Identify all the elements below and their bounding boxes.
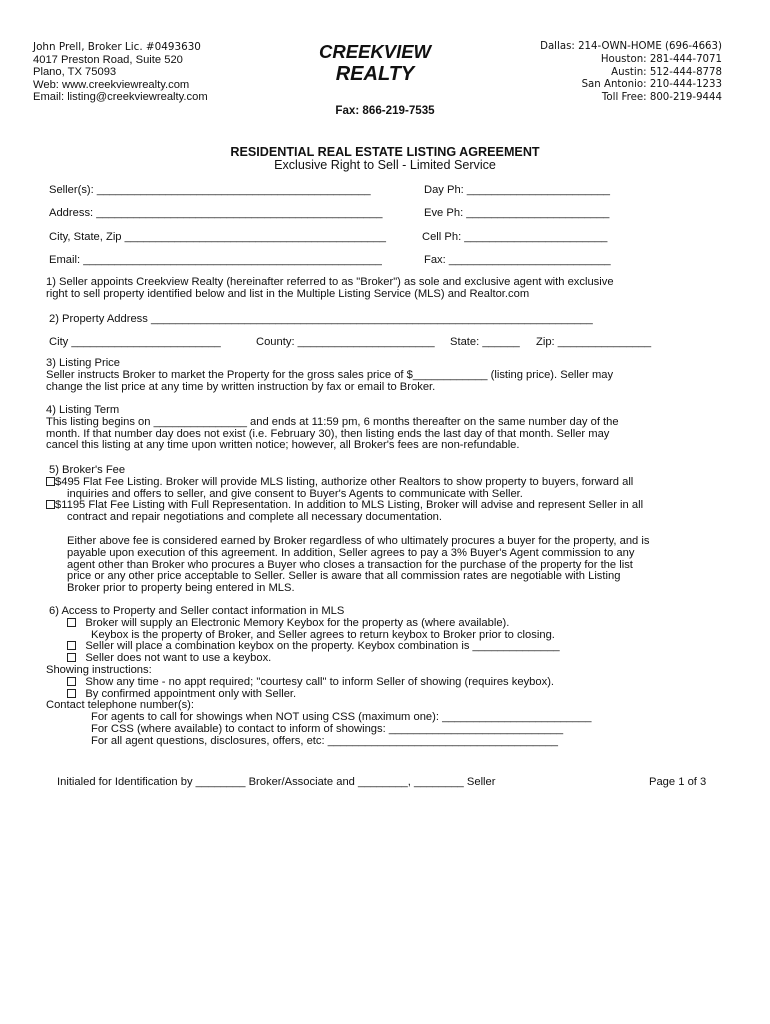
phone-houston: Houston: 281-444-7071 xyxy=(600,53,722,65)
section-4-line: This listing begins on _______________ and ends at 11:59 pm, 6 months thereafter on the same number day of the xyxy=(46,415,619,428)
section-5-para-line: agent other than Broker who procures a Buyer who closes a transaction for the purchase of the property for the list xyxy=(67,558,633,571)
document-title: RESIDENTIAL REAL ESTATE LISTING AGREEMENT xyxy=(230,145,540,159)
broker-name: John Prell, Broker Lic. #0493630 xyxy=(33,41,201,53)
section-4-line: month. If that number day does not exist (i.e. February 30), then listing ends the last day of that month. Seller may xyxy=(46,427,610,440)
fax-number: Fax: 866-219-7535 xyxy=(335,104,435,117)
keybox-electronic-label: Broker will supply an Electronic Memory Keybox for the property as (where available). xyxy=(85,616,510,629)
contact-questions-field[interactable]: For all agent questions, disclosures, offers, etc: _____________________________________ xyxy=(91,734,558,747)
section-3-heading: 3) Listing Price xyxy=(46,357,120,369)
section-5-paragraph xyxy=(67,536,747,595)
section-1-line: 1) Seller appoints Creekview Realty (hereinafter referred to as "Broker") as sole and exclusive agent with exclusive xyxy=(46,276,614,288)
sellers-field[interactable]: Seller(s): ____________________________________________ xyxy=(49,184,371,196)
fee-495-label: $495 Flat Fee Listing. Broker will provide MLS listing, authorize other Realtors to show property to buyers, forward all xyxy=(55,475,634,488)
phone-toll-free: Toll Free: 800-219-9444 xyxy=(601,92,722,104)
fee-495-checkbox[interactable] xyxy=(46,477,55,486)
section-3-line: change the list price at any time by written instruction by fax or email to Broker. xyxy=(46,380,436,393)
address-field[interactable]: Address: ______________________________________________ xyxy=(49,207,383,219)
contact-css-field[interactable]: For CSS (where available) to contact to inform of showings: ____________________________ xyxy=(91,722,564,735)
showing-instructions-heading: Showing instructions: xyxy=(46,663,152,676)
section-6-access xyxy=(46,606,726,748)
section-5-para-line: payable upon execution of this agreement. In addition, Seller agrees to pay a 3% Buyer's Agent commission to any xyxy=(67,546,635,559)
phone-san-antonio: San Antonio: 210-444-1233 xyxy=(581,79,722,91)
section-5-para-line: Broker prior to property being entered in MLS. xyxy=(67,582,295,595)
phone-dallas: Dallas: 214-OWN-HOME (696-4663) xyxy=(540,41,722,52)
fee-1195-checkbox[interactable] xyxy=(46,500,55,509)
section-3-line: Seller instructs Broker to market the Property for the gross sales price of $____________ (listing price). Seller may xyxy=(46,368,614,381)
broker-contact-block xyxy=(33,41,208,104)
keybox-combination-checkbox[interactable] xyxy=(67,641,76,650)
broker-city: Plano, TX 75093 xyxy=(33,66,117,79)
initials-line[interactable]: Initialed for Identification by ________ Broker/Associate and ________, ________ Seller xyxy=(57,776,496,788)
page-number: Page 1 of 3 xyxy=(649,776,707,788)
section-6-heading: 6) Access to Property and Seller contact information in MLS xyxy=(49,605,345,617)
broker-address: 4017 Preston Road, Suite 520 xyxy=(33,53,183,66)
broker-email: Email: listing@creekviewrealty.com xyxy=(33,91,208,104)
keybox-option-electronic xyxy=(46,618,726,630)
keybox-electronic-note: Keybox is the property of Broker, and Seller agrees to return keybox to Broker prior to closing. xyxy=(91,628,555,641)
keybox-combination-label: Seller will place a combination keybox on the property. Keybox combination is ______________ xyxy=(85,640,560,653)
fee-1195-label-cont: contract and repair negotiations and complete all necessary documentation. xyxy=(67,511,443,524)
evening-phone-field[interactable]: Eve Ph: _______________________ xyxy=(424,207,610,219)
section-1-appointment xyxy=(46,277,726,301)
broker-web: Web: www.creekviewrealty.com xyxy=(33,78,190,91)
showing-any-time-checkbox[interactable] xyxy=(67,677,76,686)
keybox-none-checkbox[interactable] xyxy=(67,653,76,662)
section-1-line: right to sell property identified below and list in the Multiple Listing Service (MLS) and Realtor.com xyxy=(46,287,530,300)
property-county-field[interactable]: County: ______________________ xyxy=(256,336,435,348)
email-field[interactable]: Email: ________________________________________________ xyxy=(49,254,382,266)
company-logo xyxy=(300,40,450,86)
section-5-brokers-fee xyxy=(46,465,726,524)
contact-showings-field[interactable]: For agents to call for showings when NOT using CSS (maximum one): ________________________ xyxy=(91,711,592,724)
section-3-listing-price xyxy=(46,358,726,393)
fee-495-label-cont: inquiries and offers to seller, and give consent to Buyer's Agents to communicate with Seller. xyxy=(67,487,523,500)
keybox-electronic-checkbox[interactable] xyxy=(67,618,76,627)
section-4-line: cancel this listing at any time upon written notice; however, all Broker's fees are non-refundable. xyxy=(46,439,520,452)
office-phones xyxy=(540,41,722,105)
phone-austin: Austin: 512-444-8778 xyxy=(611,66,722,78)
contact-numbers-heading: Contact telephone number(s): xyxy=(46,699,195,712)
keybox-none-label: Seller does not want to use a keybox. xyxy=(85,652,272,665)
fee-option-495 xyxy=(46,477,726,489)
property-state-field[interactable]: State: ______ xyxy=(450,336,520,348)
property-zip-field[interactable]: Zip: _______________ xyxy=(536,336,652,348)
showing-appointment-checkbox[interactable] xyxy=(67,689,76,698)
section-4-listing-term xyxy=(46,405,726,452)
document-subtitle: Exclusive Right to Sell - Limited Service xyxy=(274,158,496,172)
section-4-heading: 4) Listing Term xyxy=(46,404,120,416)
cell-phone-field[interactable]: Cell Ph: _______________________ xyxy=(422,231,608,243)
section-5-para-line: price or any other price acceptable to Seller. Seller is aware that all commission rates are negotiable with Listing xyxy=(67,570,621,583)
property-city-field[interactable]: City ________________________ xyxy=(49,336,221,348)
city-state-zip-field[interactable]: City, State, Zip __________________________________________ xyxy=(49,231,386,243)
logo-line-1: CREEKVIEW xyxy=(318,41,432,62)
section-5-heading: 5) Broker's Fee xyxy=(49,464,126,476)
showing-any-time-label: Show any time - no appt required; "courtesy call" to inform Seller of showing (requires keybox). xyxy=(85,675,555,688)
property-address-field[interactable]: 2) Property Address _______________________________________________________________________ xyxy=(49,313,593,325)
logo-line-2: REALTY xyxy=(335,63,415,85)
showing-appointment-label: By confirmed appointment only with Seller. xyxy=(85,687,297,700)
fee-1195-label: $1195 Flat Fee Listing with Full Representation. In addition to MLS Listing, Broker will advise and represent Seller in all xyxy=(55,499,644,512)
day-phone-field[interactable]: Day Ph: _______________________ xyxy=(424,184,611,196)
section-5-para-line: Either above fee is considered earned by Broker regardless of who ultimately procures a buyer for the property, and is xyxy=(67,535,650,547)
fax-field[interactable]: Fax: __________________________ xyxy=(424,254,611,266)
